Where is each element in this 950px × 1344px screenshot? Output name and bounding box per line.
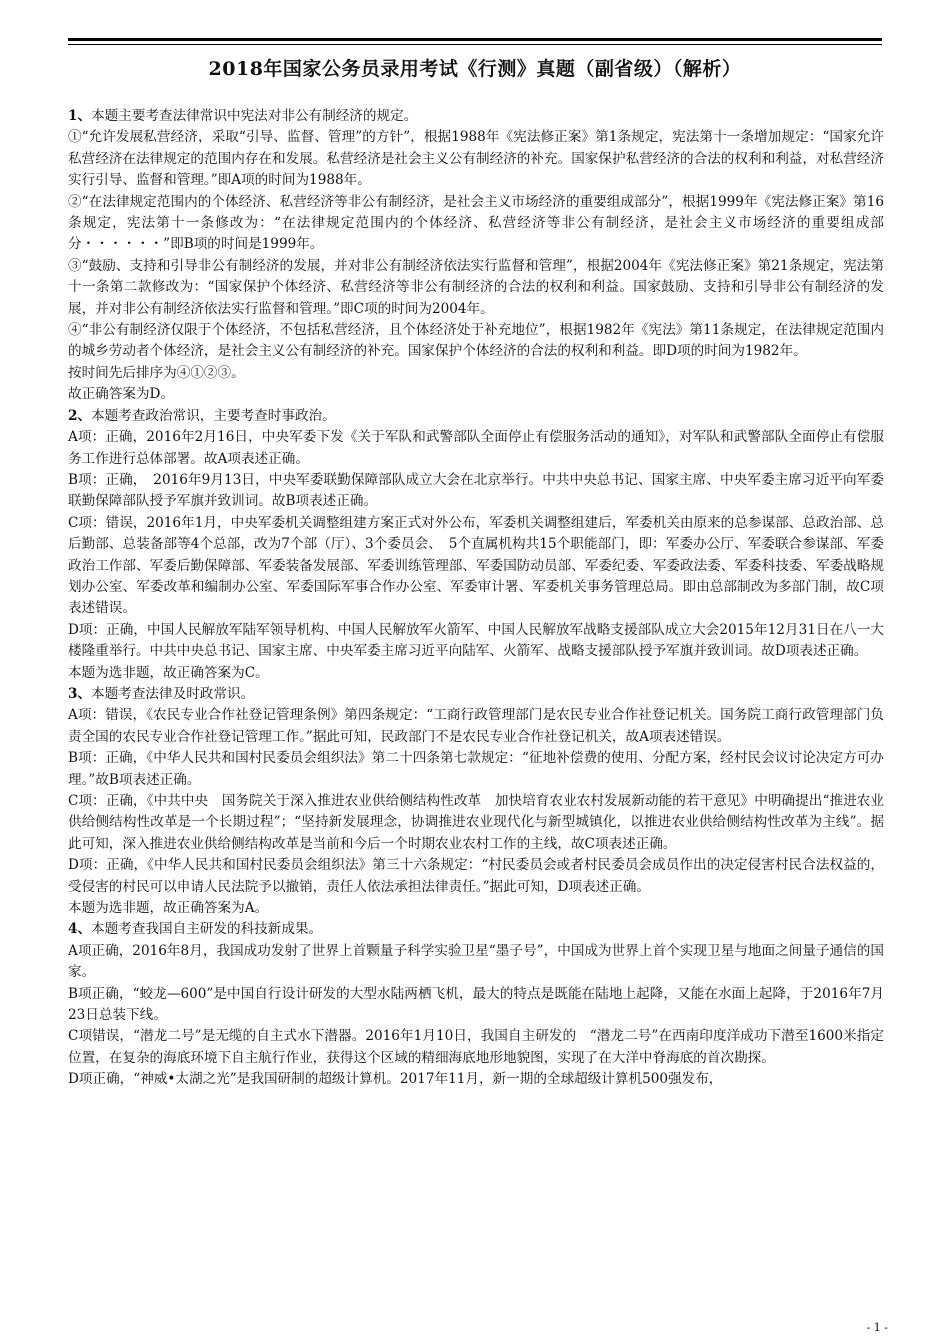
paragraph-text: B项正确，“蛟龙—600”是中国自行设计研发的大型水陆两栖飞机，最大的特点是既能在陆地上起降，又能在水面上起降，于2016年7月23日总装下线。 — [68, 985, 884, 1024]
paragraph-text: A项：正确，2016年2月16日，中央军委下发《关于军队和武警部队全面停止有偿服务活动的通知》，对军队和武警部队全面停止有偿服务工作进行总体部署。故A项表述正确。 — [68, 429, 884, 467]
paragraph — [68, 320, 884, 363]
document-body — [68, 106, 884, 1091]
question-number: 2、 — [68, 407, 92, 424]
paragraph — [68, 705, 884, 748]
paragraph — [68, 470, 884, 513]
paragraph-text: B项：正确， 2016年9月13日，中央军委联勤保障部队成立大会在北京举行。中共中央总书记、国家主席、中央军委主席习近平向军委联勤保障部队授予军旗并致训词。故B项表述正确。 — [68, 471, 884, 510]
paragraph-text: C项错误，“潜龙二号”是无缆的自主式水下潜器。2016年1月10日，我国自主研发的 “潜龙二号”在西南印度洋成功下潜至1600米指定位置，在复杂的海底环境下自主航行作业，获得这个区域的精细海底地形地貌图，实现了在大洋中脊海底的首次勘探。 — [68, 1028, 884, 1066]
header-rule-thin — [68, 44, 882, 45]
paragraph — [68, 1026, 884, 1069]
paragraph-text: D项正确，“神威•太湖之光”是我国研制的超级计算机。2017年11月，新一期的全球超级计算机500强发布， — [68, 1071, 723, 1088]
paragraph-text: ③“鼓励、支持和引导非公有制经济的发展，并对非公有制经济依法实行监督和管理”，根据2004年《宪法修正案》第21条规定，宪法第十一条第二款修改为：“国家保护个体经济、私营经济等非公有制经济的合法的权利和利益。国家鼓励、支持和引导非公有制经济的发展，并对非公有制经济依法实行监督和管理。”即C项的时间为2004年。 — [68, 257, 884, 317]
paragraph-text: 本题考查我国自主研发的科技新成果。 — [91, 921, 323, 938]
question-number: 3、 — [68, 685, 92, 702]
question-heading — [68, 106, 884, 127]
paragraph-text: 本题为选非题，故正确答案为A。 — [68, 900, 269, 917]
paragraph — [68, 192, 884, 256]
paragraph-text: A项：错误，《农民专业合作社登记管理条例》第四条规定：“工商行政管理部门是农民专业合作社登记机关。国务院工商行政管理部门负责全国的农民专业合作社登记管理工作。”据此可知，民政部门不是农民专业合作社登记机关，故A项表述错误。 — [68, 707, 884, 745]
header-rule-thick — [68, 38, 882, 41]
page-number: - 1 - — [866, 1321, 888, 1334]
paragraph — [68, 855, 884, 898]
paragraph — [68, 1069, 884, 1090]
paragraph — [68, 791, 884, 855]
paragraph-text: ②“在法律规定范围内的个体经济、私营经济等非公有制经济，是社会主义市场经济的重要组成部分”，根据1999年《宪法修正案》第16条规定，宪法第十一条修改为：“在法律规定范围内的个体经济、私营经济等非公有制经济，是社会主义市场经济的重要组成部分・・・・・・”即B项的时间是1999年。 — [68, 193, 884, 253]
paragraph-text: C项：错误，2016年1月，中央军委机关调整组建方案正式对外公布，军委机关调整组建后，军委机关由原来的总参谋部、总政治部、总后勤部、总装备部等4个总部，改为7个部（厅）、3个委员会、 5个直属机构共15个职能部门，即：军委办公厅、军委联合参谋部、军委政治工作部、军委后勤保障部、军委装备发展部、军委训练管理部、军委国防动员部、军委纪委、军委政法委、军委科技委、军委战略规划办公室、军委改革和编制办公室、军委国际军事合作办公室、军委审计署、军委机关事务管理总局。即由总部制改为多部门制，故C项表述错误。 — [68, 514, 884, 617]
paragraph — [68, 898, 884, 919]
question-heading — [68, 919, 884, 940]
paragraph-text: B项：正确，《中华人民共和国村民委员会组织法》第二十四条第七款规定：“征地补偿费的使用、分配方案，经村民会议讨论决定方可办理。”故B项表述正确。 — [68, 750, 884, 788]
paragraph — [68, 427, 884, 470]
paragraph-text: A项正确，2016年8月，我国成功发射了世界上首颗量子科学实验卫星“墨子号”，中国成为世界上首个实现卫星与地面之间量子通信的国家。 — [68, 942, 884, 981]
paragraph — [68, 620, 884, 663]
paragraph-text: 按时间先后排序为④①②③。 — [68, 364, 245, 381]
paragraph-text: ④“非公有制经济仅限于个体经济，不包括私营经济，且个体经济处于补充地位”，根据1982年《宪法》第11条规定，在法律规定范围内的城乡劳动者个体经济，是社会主义公有制经济的补充。国家保护个体经济的合法的权利和利益。即D项的时间为1982年。 — [68, 322, 884, 360]
question-heading — [68, 684, 884, 705]
document-title: 2018年国家公务员录用考试《行测》真题（副省级）（解析） — [208, 58, 742, 80]
paragraph — [68, 363, 884, 384]
paragraph-text: D项：正确，中国人民解放军陆军领导机构、中国人民解放军火箭军、中国人民解放军战略支援部队成立大会2015年12月31日在八一大楼隆重举行。中共中央总书记、国家主席、中央军委主席习近平向陆军、火箭军、战略支援部队授予军旗并致训词。故D项表述正确。 — [68, 621, 884, 660]
paragraph-text: 本题考查政治常识，主要考查时事政治。 — [91, 407, 336, 424]
paragraph-text: 本题为选非题，故正确答案为C。 — [68, 664, 269, 681]
paragraph-text: 本题考查法律及时政常识。 — [91, 685, 255, 702]
question-number: 1、 — [68, 108, 92, 124]
paragraph — [68, 941, 884, 984]
question-number: 4、 — [68, 921, 92, 938]
paragraph — [68, 663, 884, 684]
paragraph — [68, 127, 884, 191]
paragraph-text: C项：正确，《中共中央 国务院关于深入推进农业供给侧结构性改革 加快培育农业农村发展新动能的若干意见》中明确提出“推进农业供给侧结构性改革是一个长期过程”；“坚持新发展理念，协调推进农业现代化与新型城镇化，以推进农业供给侧结构性改革为主线”。据此可知，深入推进农业供给侧结构改革是当前和今后一个时期农业农村工作的主线，故C项表述正确。 — [68, 793, 884, 852]
paragraph — [68, 384, 884, 405]
paragraph-text: 本题主要考查法律常识中宪法对非公有制经济的规定。 — [91, 108, 418, 124]
question-heading — [68, 406, 884, 427]
paragraph — [68, 984, 884, 1027]
paragraph-text: ①“允许发展私营经济，采取“引导、监督、管理”的方针”，根据1988年《宪法修正案》第1条规定，宪法第十一条增加规定：“国家允许私营经济在法律规定的范围内存在和发展。私营经济是社会主义公有制经济的补充。国家保护私营经济的合法的权利和利益，对私营经济实行引导、监督和管理。”即A项的时间为1988年。 — [68, 129, 884, 189]
paragraph-text: 故正确答案为D。 — [68, 386, 175, 403]
paragraph — [68, 748, 884, 791]
paragraph — [68, 513, 884, 620]
paragraph — [68, 256, 884, 320]
paragraph-text: D项：正确，《中华人民共和国村民委员会组织法》第三十六条规定：“村民委员会或者村民委员会成员作出的决定侵害村民合法权益的，受侵害的村民可以申请人民法院予以撤销，责任人依法承担法律责任。”据此可知，D项表述正确。 — [68, 857, 884, 895]
